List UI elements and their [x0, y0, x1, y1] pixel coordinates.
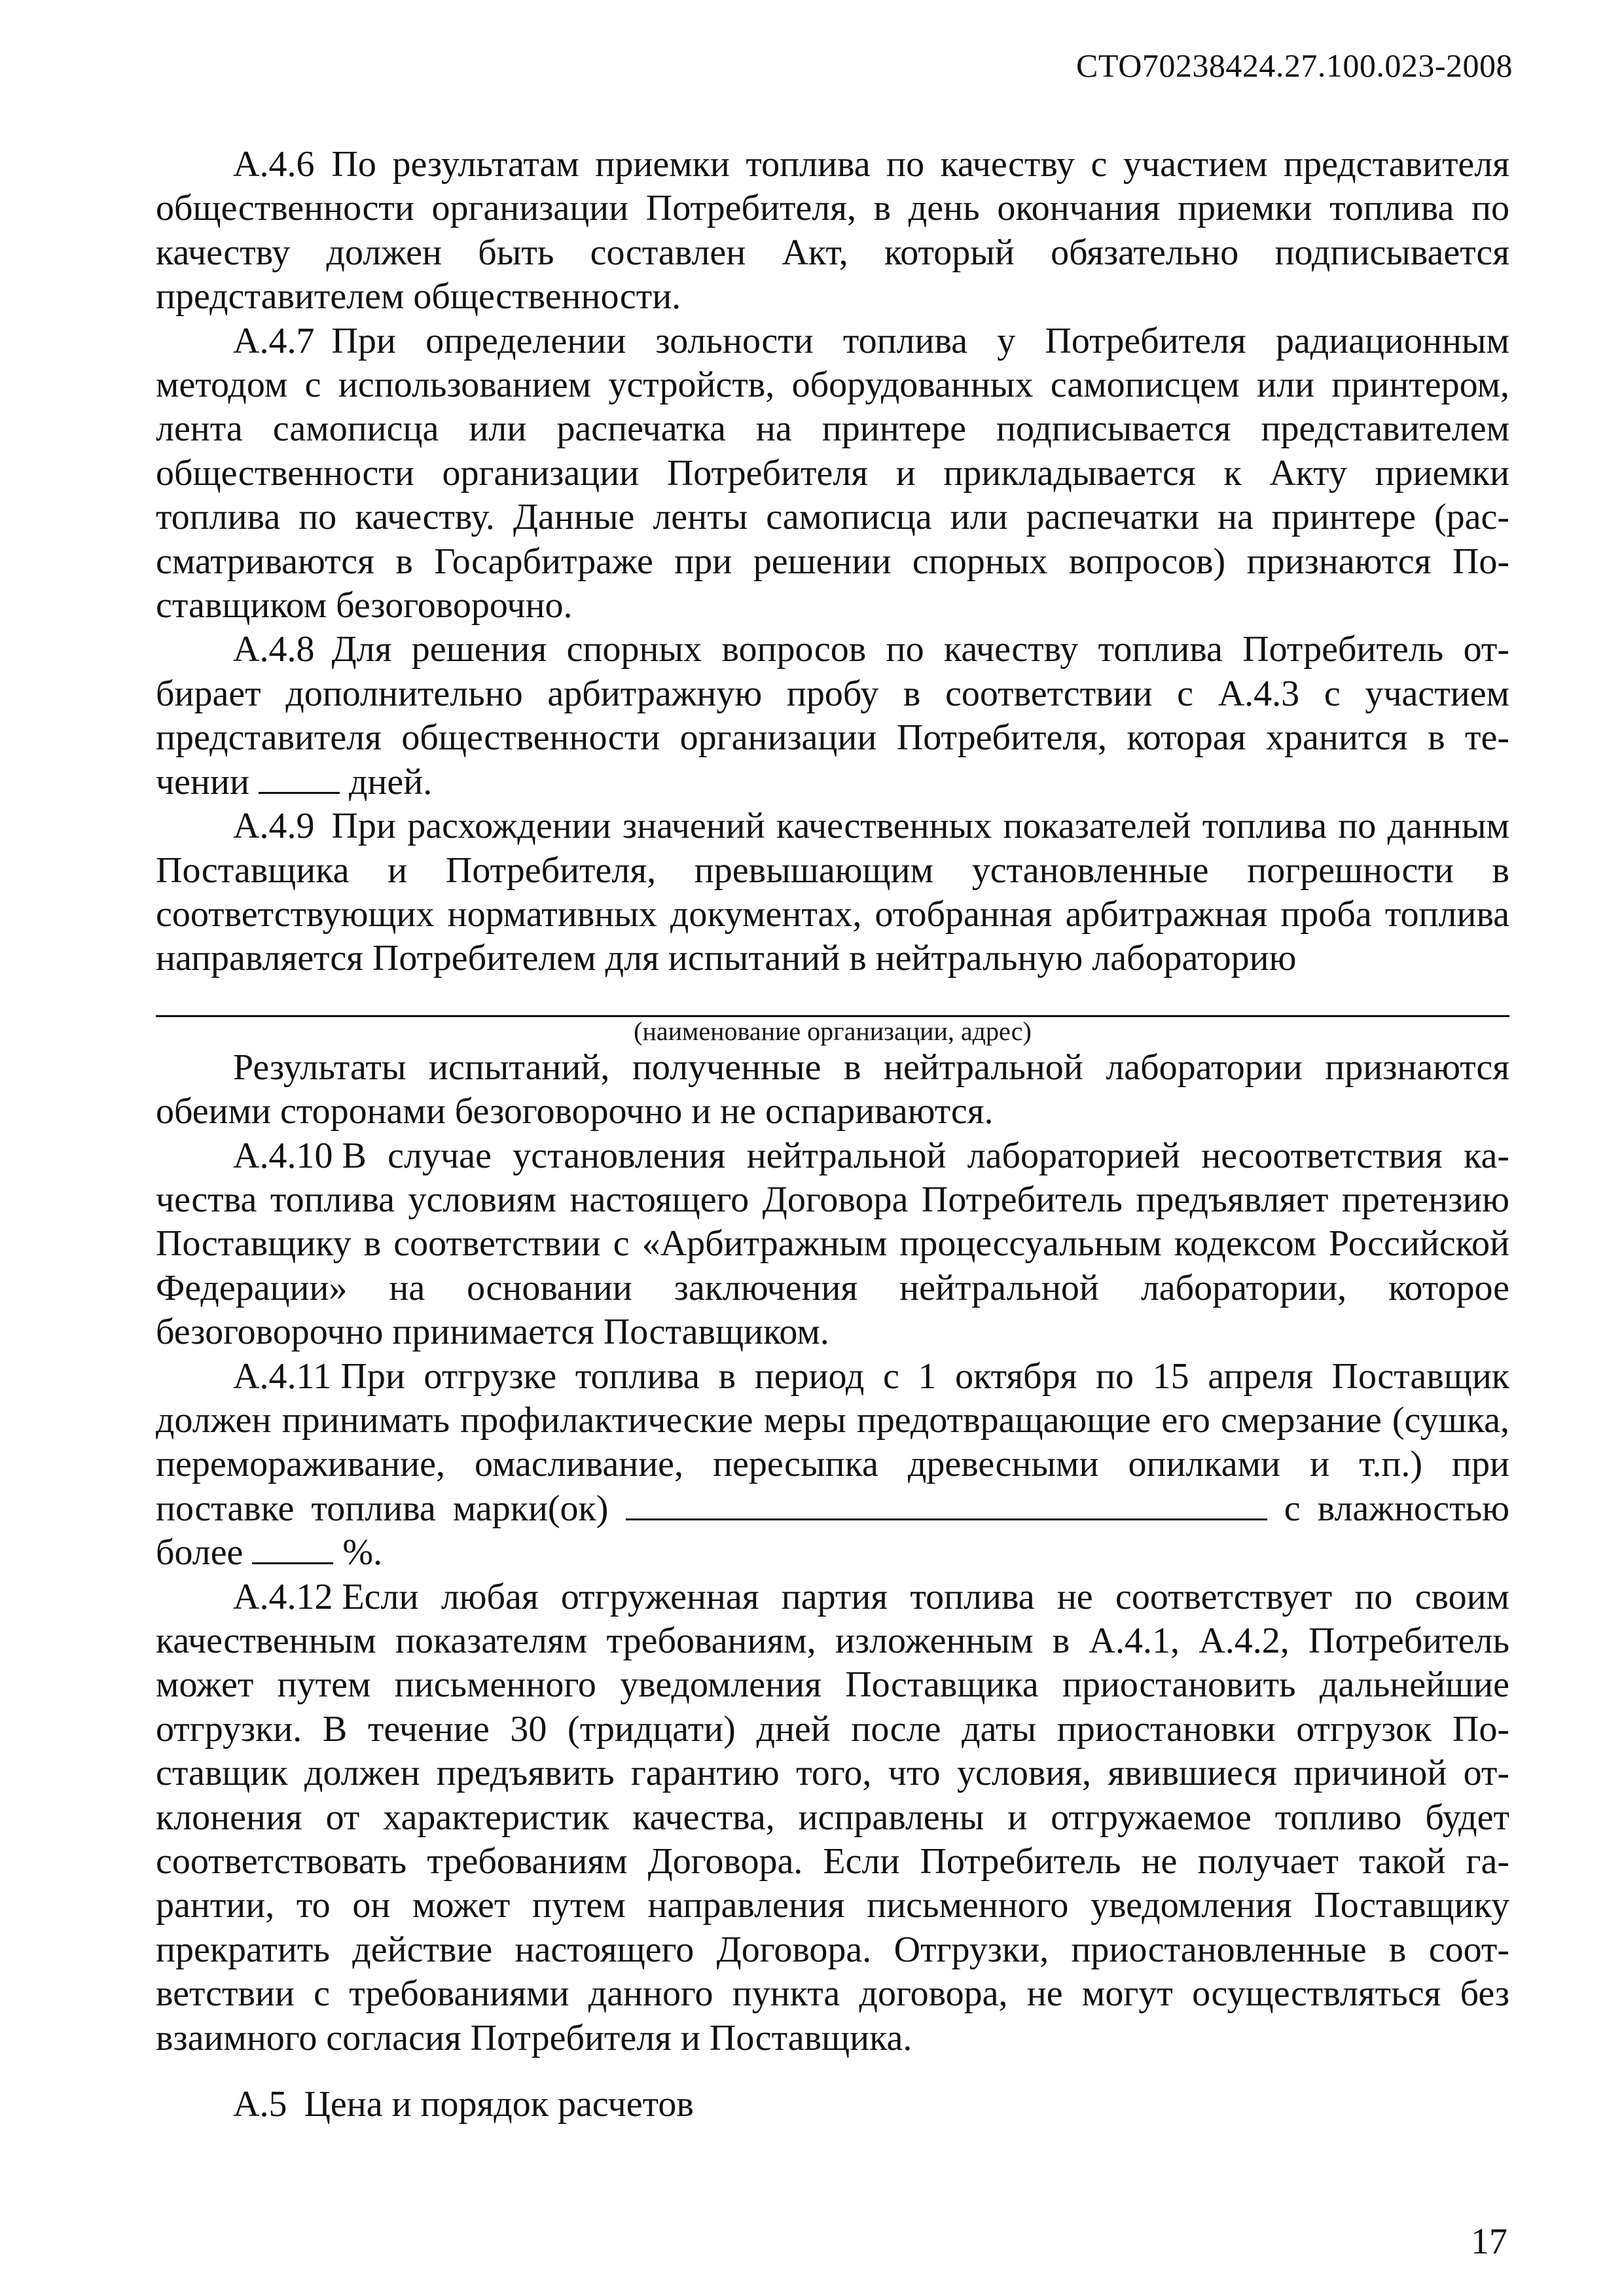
paragraph-a-4-12	[156, 1575, 1509, 2060]
clause-number: А.4.10	[233, 1135, 333, 1176]
moisture-blank-field[interactable]	[252, 1532, 333, 1564]
clause-text: При отгрузке топлива в период с 1 октября по 15 апреля Поставщик должен принимать профилактические меры предотвращающие его смерзание (сушка, перемораживание, омасливание, пересыпка древесными опилками и т.п.) при поставке топлива марки(ок)	[156, 1355, 1509, 1529]
laboratory-name-caption: (наименование организации, адрес)	[634, 1016, 1032, 1046]
clause-text-tail: %.	[342, 1532, 383, 1573]
clause-text: При определении зольности топлива у Потребителя радиационным методом с использованием устройств, оборудованных самописцем или принтером, лента самописца или распечатка на принтере подписывается представителем общественности организации Потребителя и прикладывается к Акту приемки топлива по качеству. Данные ленты самописца или распечатки на принтере (рассматриваются в Госарбитраже при решении спорных вопросов) признаются Поставщиком безоговорочно.	[156, 320, 1509, 626]
clause-text-tail: дней.	[348, 761, 433, 802]
clause-text: Результаты испытаний, полученные в нейтральной лаборатории признаются обеими сторонами безоговорочно и не оспариваются.	[156, 1047, 1509, 1132]
clause-text: При расхождении значений качественных показателей топлива по данным Поставщика и Потребителя, превышающим установленные погрешности в соответствующих нормативных документах, отобранная арбитражная проба топлива направляется Потребителем для испытаний в нейтральную лабораторию	[156, 806, 1509, 979]
paragraph-results	[156, 1046, 1509, 1134]
page-number: 17	[1471, 2221, 1507, 2262]
paragraph-a-4-10	[156, 1134, 1509, 1355]
document-body	[156, 143, 1509, 2126]
paragraph-a-4-7	[156, 319, 1509, 628]
laboratory-name-line[interactable]	[156, 1015, 1509, 1046]
clause-text: В случае установления нейтральной лабораторией несоответствия качества топлива условиям настоящего Договора Потребитель предъявляет претензию Поставщику в соответствии с «Арбитражным процессуальным кодексом Российской Федерации» на основании заключения нейтральной лаборатории, которое безоговорочно принимается Поставщиком.	[156, 1135, 1509, 1353]
clause-number: А.4.8	[233, 629, 315, 670]
paragraph-a-4-11	[156, 1355, 1509, 1575]
clause-number: А.4.6	[233, 144, 315, 185]
clause-number: А.4.12	[233, 1576, 333, 1617]
paragraph-a-4-8	[156, 628, 1509, 804]
clause-text: По результатам приемки топлива по качеству с участием представителя общественности организации Потребителя, в день окончания приемки топлива по качеству должен быть составлен Акт, который обязательно подписывается представителем общественности.	[156, 144, 1509, 317]
clause-number: А.4.9	[233, 806, 315, 847]
paragraph-a-4-6	[156, 143, 1509, 319]
clause-number: А.4.7	[233, 320, 315, 361]
section-heading-a-5	[156, 2083, 1509, 2126]
section-number: А.5	[233, 2084, 287, 2125]
fuel-grade-blank-field[interactable]	[626, 1488, 1267, 1520]
document-code: СТО70238424.27.100.023-2008	[1076, 47, 1513, 84]
clause-number: А.4.11	[233, 1355, 332, 1397]
days-blank-field[interactable]	[259, 762, 340, 794]
clause-text: Для решения спорных вопросов по качеству топлива Потребитель отбирает дополнительно арбитражную пробу в соответствии с А.4.3 с участием представителя общественности организации Потребителя, которая хранится в течении	[156, 629, 1509, 802]
section-title: Цена и порядок расчетов	[304, 2084, 694, 2125]
clause-text: Если любая отгруженная партия топлива не соответствует по своим качественным показателям требованиям, изложенным в А.4.1, А.4.2, Потребитель может путем письменного уведомления Поставщика приостановить дальнейшие отгрузки. В течение 30 (тридцати) дней после даты приостановки отгрузок Поставщик должен предъявить гарантию того, что условия, явившиеся причиной отклонения от характеристик качества, исправлены и отгружаемое топливо будет соответствовать требованиям Договора. Если Потребитель не получает такой гарантии, то он может путем направления письменного уведомления Поставщику прекратить действие настоящего Договора. Отгрузки, приостановленные в соответствии с требованиями данного пункта договора, не могут осуществляться без взаимного согласия Потребителя и Поставщика.	[156, 1576, 1509, 2058]
clause-text-middle: с влажностью более	[156, 1488, 1510, 1573]
paragraph-a-4-9	[156, 804, 1509, 981]
